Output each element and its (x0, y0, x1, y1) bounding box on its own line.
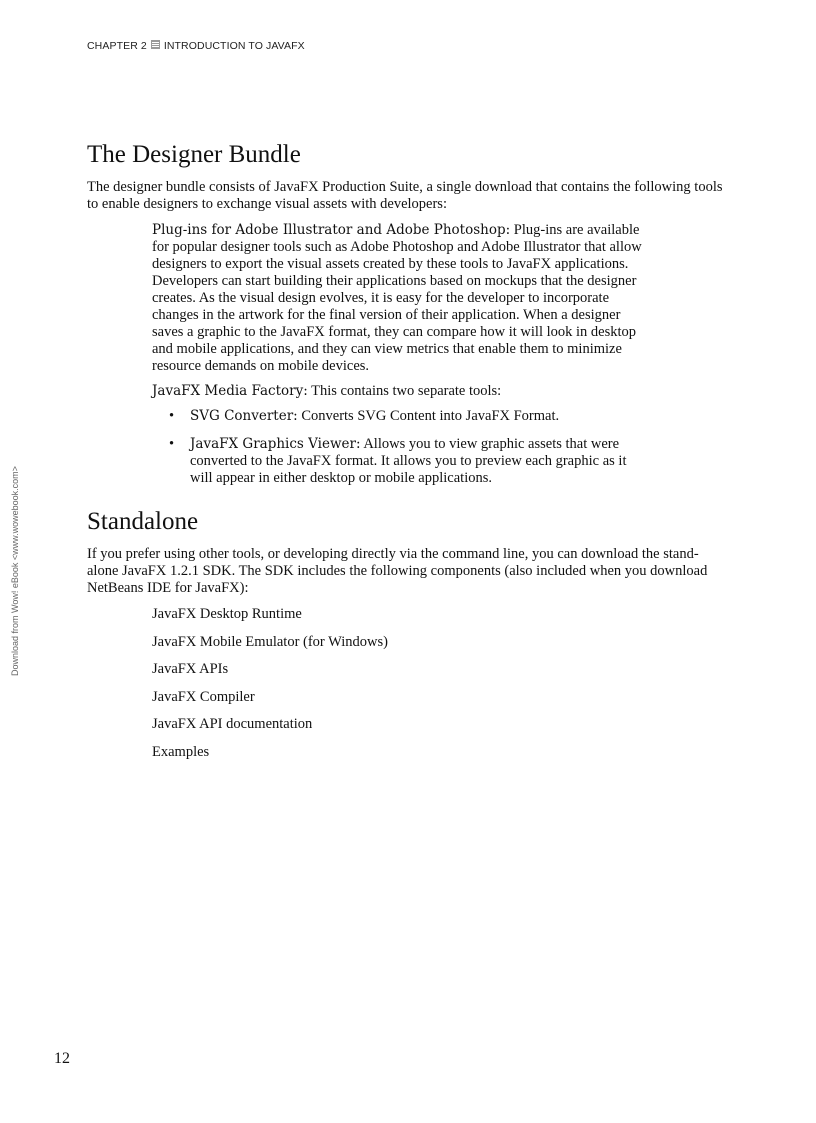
page-content (87, 140, 727, 771)
list-item: JavaFX Mobile Emulator (for Windows) (152, 633, 388, 650)
plugins-term: Plug-ins for Adobe Illustrator and Adobe Photoshop: (152, 222, 511, 238)
media-factory-term: JavaFX Media Factory: (152, 383, 308, 399)
tool-term: SVG Converter: (190, 408, 298, 424)
bullet-icon: • (169, 408, 175, 424)
media-factory-paragraph (152, 383, 647, 400)
page-number: 12 (54, 1050, 70, 1067)
media-factory-text: This contains two separate tools: (311, 383, 502, 399)
designer-bundle-intro: The designer bundle consists of JavaFX Production Suite, a single download that contains the following tools to enable designers to exchange visual assets with developers: (87, 179, 723, 212)
list-item (152, 436, 647, 487)
chapter-title: INTRODUCTION TO JAVAFX (163, 40, 305, 52)
list-item: JavaFX Compiler (152, 688, 255, 705)
list-item (152, 408, 647, 425)
plugins-paragraph (152, 222, 647, 375)
standalone-section (87, 507, 727, 761)
list-item: JavaFX APIs (152, 661, 229, 677)
tool-text: Converts SVG Content into JavaFX Format. (301, 408, 560, 424)
sdk-components-list (152, 606, 727, 761)
section-heading-designer-bundle: The Designer Bundle (87, 141, 301, 168)
tool-text: Allows you to view graphic assets that were converted to the JavaFX format. It allows you to preview each graphic as it will appear in either desktop or mobile applications. (190, 436, 627, 486)
plugins-text: Plug-ins are available for popular designer tools such as Adobe Photoshop and Adobe Illustrator that allow designers to export the visual assets created by these tools to JavaFX applications. Developers can start building their applications based on mockups that the designer creates. As the visual design evolves, it is easy for the developer to incorporate changes in the artwork for the final version of their application. When a designer saves a graphic to the JavaFX format, they can compare how it will look in desktop and mobile applications, and they can view metrics that enable them to minimize resource demands on mobile devices. (152, 222, 642, 374)
list-item: JavaFX Desktop Runtime (152, 606, 302, 622)
section-heading-standalone: Standalone (87, 508, 199, 535)
running-header (87, 40, 305, 52)
separator-icon (151, 40, 160, 49)
list-item: Examples (152, 743, 210, 760)
standalone-intro: If you prefer using other tools, or developing directly via the command line, you can download the stand-alone JavaFX 1.2.1 SDK. The SDK includes the following components (also included when you download NetBeans IDE for JavaFX): (87, 546, 708, 596)
designer-tools (152, 222, 647, 487)
list-item: JavaFX API documentation (152, 716, 313, 732)
media-factory-tools-list (152, 408, 647, 487)
chapter-label: CHAPTER 2 (87, 40, 147, 52)
side-watermark: Download from Wow! eBook <www.wowebook.com> (10, 466, 20, 676)
tool-term: JavaFX Graphics Viewer: (190, 436, 361, 452)
bullet-icon: • (169, 436, 175, 452)
